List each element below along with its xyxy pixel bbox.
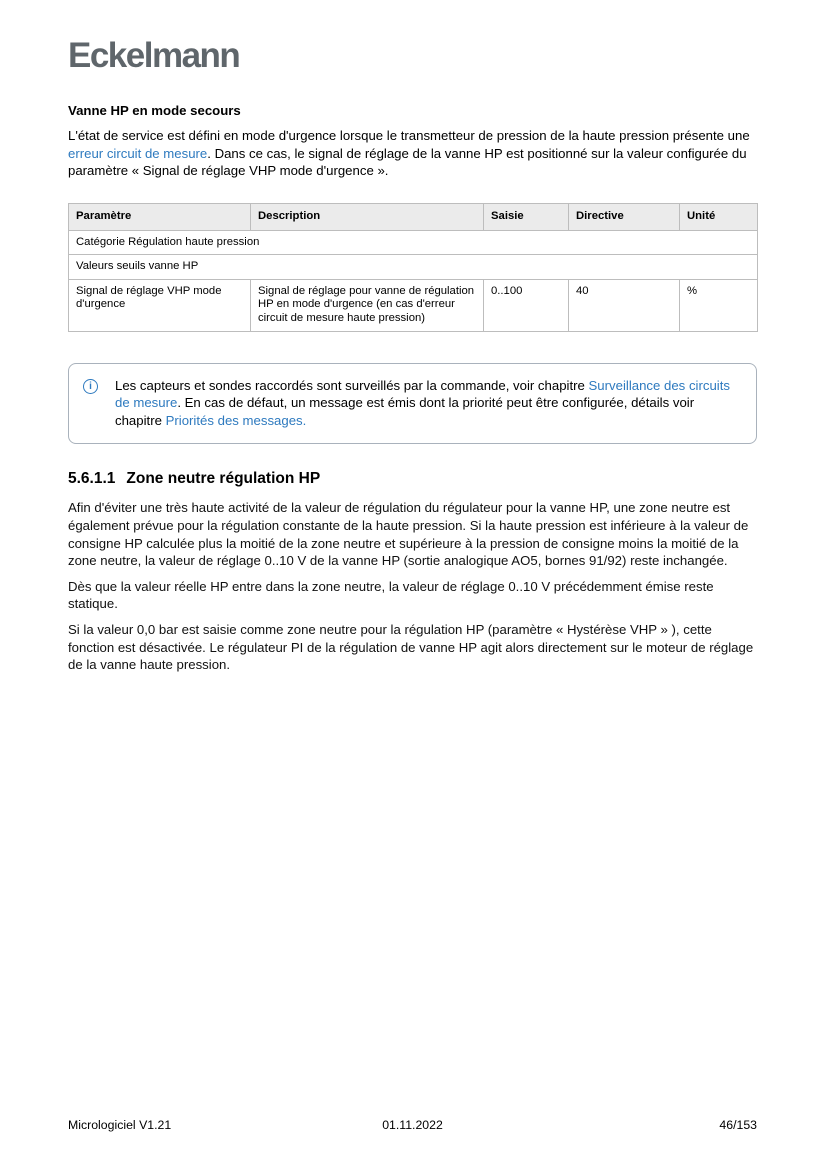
subcategory-row xyxy=(69,255,758,280)
cell-description: Signal de réglage pour vanne de régulation HP en mode d'urgence (en cas d'erreur circuit de mesure haute pression) xyxy=(251,279,484,331)
cell-unite: % xyxy=(680,279,758,331)
cell-saisie: 0..100 xyxy=(484,279,569,331)
section-paragraph-3: Si la valeur 0,0 bar est saisie comme zone neutre pour la régulation HP (paramètre « Hystérèse VHP » ), cette fonction est désactivée. Le régulateur PI de la régulation de vanne HP agit alors directement sur le moteur de réglage de la vanne haute pression. xyxy=(68,621,754,673)
category-label: Catégorie Régulation haute pression xyxy=(69,230,758,255)
text-segment: L'état de service est défini en mode d'urgence lorsque le transmetteur de pression de la haute pression présente une xyxy=(68,128,750,144)
text-segment: . Dans ce cas, le signal de réglage de la vanne HP est positionné sur la valeur configurée du paramètre « Signal de réglage VHP mode d'urgence ». xyxy=(68,145,747,179)
text-segment: . En cas de défaut, un message est émis dont la priorité peut être configurée, détails voir chapitre xyxy=(115,395,695,428)
cross-reference-link[interactable]: Surveillance des circuits de mesure xyxy=(115,377,730,411)
cross-reference-link[interactable]: Priorités des messages. xyxy=(165,412,307,428)
cross-reference-link[interactable]: erreur circuit de mesure xyxy=(68,145,208,161)
page-content xyxy=(68,0,757,674)
note-text xyxy=(115,377,740,430)
table-header-row xyxy=(69,204,758,231)
col-header-saisie: Saisie xyxy=(484,204,569,231)
section-paragraph-2: Dès que la valeur réelle HP entre dans la zone neutre, la valeur de réglage 0..10 V précédemment émise reste statique. xyxy=(68,578,714,612)
text-segment: Les capteurs et sondes raccordés sont surveillés par la commande, voir chapitre xyxy=(115,377,589,393)
footer-version: Micrologiciel V1.21 xyxy=(68,1118,172,1132)
page-footer xyxy=(68,1118,757,1132)
col-header-directive: Directive xyxy=(569,204,680,231)
col-header-description: Description xyxy=(251,204,484,231)
table-row xyxy=(69,279,758,331)
eckelmann-logo: Eckelmann xyxy=(68,36,240,75)
intro-paragraph xyxy=(68,127,757,180)
info-note-box xyxy=(68,363,757,445)
parameter-table xyxy=(68,203,758,332)
paragraph-heading: Vanne HP en mode secours xyxy=(68,103,241,119)
col-header-unite: Unité xyxy=(680,204,758,231)
category-row xyxy=(69,230,758,255)
section-number: 5.6.1.1 xyxy=(68,470,116,488)
cell-parametre: Signal de réglage VHP mode d'urgence xyxy=(69,279,251,331)
subcategory-label: Valeurs seuils vanne HP xyxy=(69,255,758,280)
footer-page-number: 46/153 xyxy=(719,1118,758,1132)
section-heading xyxy=(68,470,757,488)
footer-date: 01.11.2022 xyxy=(382,1118,443,1132)
section-paragraph-1: Afin d'éviter une très haute activité de la valeur de régulation du régulateur pour la vanne HP, une zone neutre est également prévue pour la régulation constante de la haute pression. Si la haute pression est inférieure à la valeur de consigne HP calculée plus la moitié de la zone neutre et supérieure à la pression de consigne moins la moitié de la zone neutre, la valeur de réglage 0..10 V de la vanne HP (sortie analogique AO5, bornes 91/92) reste inchangée. xyxy=(68,500,749,569)
col-header-parametre: Paramètre xyxy=(69,204,251,231)
section-title: Zone neutre régulation HP xyxy=(126,470,321,488)
info-icon: i xyxy=(83,379,98,394)
cell-directive: 40 xyxy=(569,279,680,331)
